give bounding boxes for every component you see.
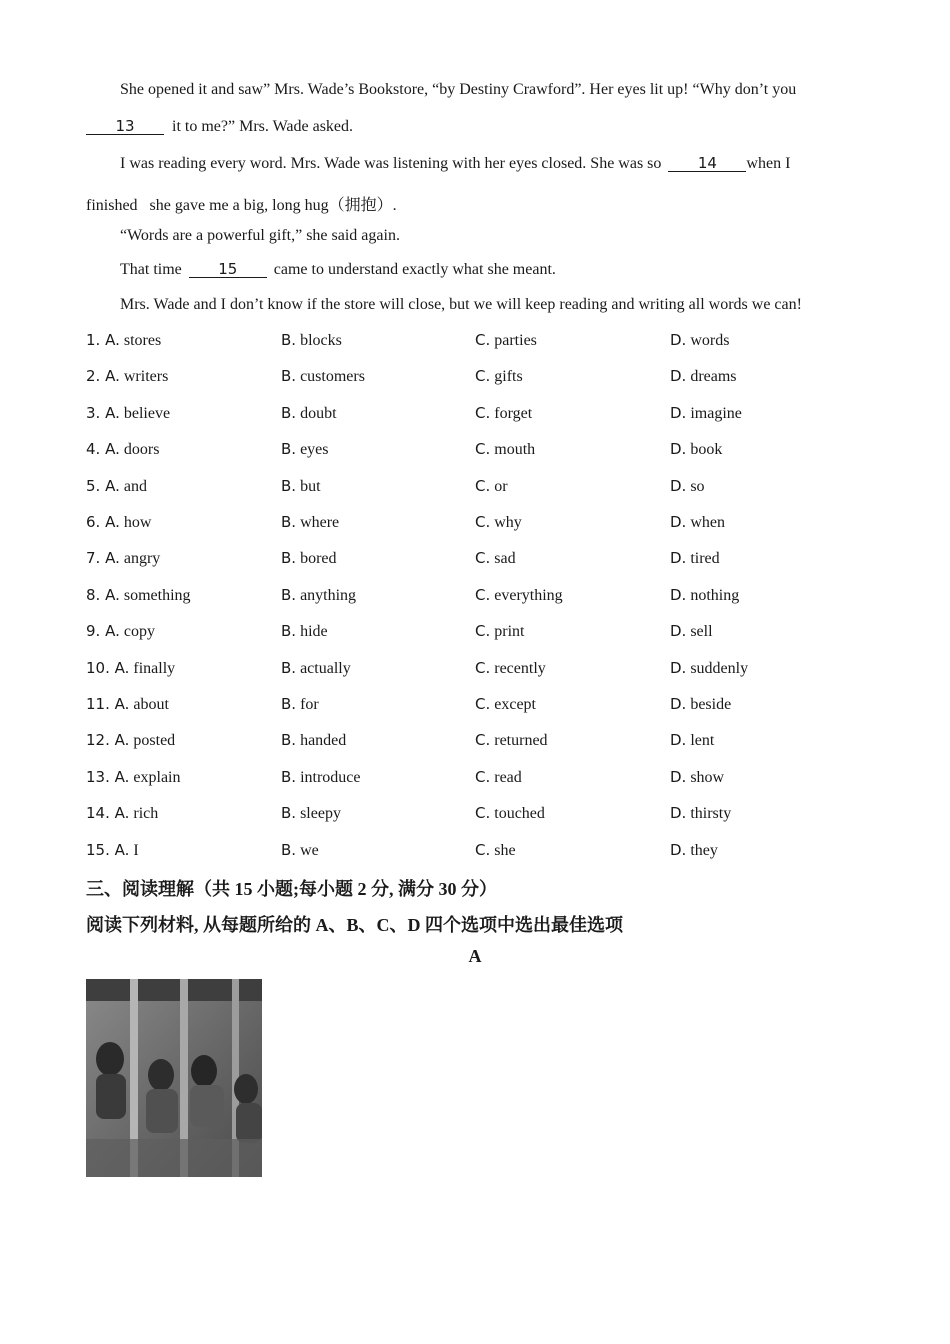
option-label: B.: [281, 331, 297, 349]
option-text: bored: [300, 550, 337, 568]
option-text: she: [494, 841, 516, 859]
option-label: D.: [670, 767, 687, 786]
option-text: or: [494, 477, 508, 495]
option-text: sell: [690, 623, 713, 641]
option-text: sad: [494, 550, 516, 568]
passage-text: finished she gave me a big, long hug（拥抱）.: [86, 197, 397, 214]
option-label: C.: [475, 513, 491, 531]
option-text: for: [300, 696, 319, 713]
option-text: forget: [494, 404, 533, 422]
passage-line-4: [86, 192, 397, 215]
option-text: parties: [494, 332, 537, 349]
option-label: D.: [670, 731, 687, 750]
option-d[interactable]: [670, 731, 714, 750]
option-d[interactable]: [670, 367, 737, 386]
passage-line-1: [120, 81, 796, 99]
passage-line-2: [86, 118, 353, 136]
option-c[interactable]: [475, 768, 522, 787]
passage-text: That time: [120, 261, 182, 278]
question-number: 2. A.: [86, 367, 120, 386]
option-c[interactable]: [475, 404, 532, 423]
question-row-9: [86, 622, 886, 644]
option-text: stores: [123, 332, 162, 349]
option-text: returned: [494, 732, 548, 750]
option-a[interactable]: [86, 622, 155, 641]
option-b[interactable]: [281, 331, 342, 350]
option-label: C.: [475, 367, 491, 386]
option-a[interactable]: [86, 659, 175, 678]
option-text: suddenly: [690, 659, 749, 677]
option-a[interactable]: [86, 586, 191, 605]
part-letter: A: [468, 946, 482, 966]
question-number: 10. A.: [86, 658, 130, 677]
option-label: B.: [281, 840, 297, 859]
option-label: C.: [475, 622, 491, 641]
option-c[interactable]: [475, 549, 516, 568]
option-label: D.: [670, 367, 687, 386]
option-a[interactable]: [86, 440, 159, 459]
question-row-6: [86, 513, 886, 535]
option-text: eyes: [300, 441, 329, 459]
blank-13: 13: [86, 118, 164, 135]
option-b[interactable]: [281, 549, 337, 568]
question-number: 3. A.: [86, 403, 120, 422]
option-label: B.: [281, 804, 297, 823]
option-d[interactable]: [670, 804, 731, 823]
option-c[interactable]: [475, 586, 563, 605]
question-row-3: [86, 404, 886, 426]
question-row-12: [86, 731, 886, 753]
option-a[interactable]: [86, 841, 139, 860]
option-label: C.: [475, 695, 491, 713]
question-number: 15. A.: [86, 840, 130, 859]
option-label: D.: [670, 403, 687, 422]
option-label: C.: [475, 731, 491, 750]
option-text: about: [133, 696, 169, 713]
option-b[interactable]: [281, 513, 339, 532]
question-row-15: [86, 841, 886, 863]
option-b[interactable]: [281, 768, 360, 787]
question-number: 8. A.: [86, 585, 120, 604]
option-text: rich: [133, 805, 159, 823]
option-b[interactable]: [281, 404, 337, 423]
passage-line-6: [120, 261, 556, 279]
option-label: B.: [281, 622, 297, 641]
question-row-10: [86, 659, 886, 681]
option-label: C.: [475, 403, 491, 422]
option-text: thirsty: [690, 805, 732, 823]
option-d[interactable]: [670, 768, 724, 787]
option-text: doors: [123, 441, 160, 459]
option-label: D.: [670, 585, 687, 604]
option-label: B.: [281, 731, 297, 750]
option-d[interactable]: [670, 549, 720, 568]
option-c[interactable]: [475, 440, 535, 459]
option-label: C.: [475, 440, 491, 459]
option-text: hide: [300, 623, 328, 641]
option-label: D.: [670, 658, 687, 677]
question-number: 13. A.: [86, 767, 130, 786]
option-label: B.: [281, 695, 297, 713]
option-text: print: [494, 623, 525, 641]
question-number: 7. A.: [86, 549, 120, 568]
option-b[interactable]: [281, 731, 346, 750]
question-row-8: [86, 586, 886, 608]
question-number: 11. A.: [86, 695, 130, 713]
question-number: 1. A.: [86, 331, 120, 349]
option-label: D.: [670, 440, 687, 459]
option-label: D.: [670, 476, 687, 495]
option-a[interactable]: [86, 477, 147, 496]
option-text: handed: [300, 732, 347, 750]
option-text: actually: [300, 659, 351, 677]
option-label: C.: [475, 331, 491, 349]
option-label: C.: [475, 658, 491, 677]
question-row-11: [86, 695, 886, 717]
option-c[interactable]: [475, 804, 545, 823]
option-text: explain: [133, 768, 181, 786]
option-text: and: [123, 477, 147, 495]
option-label: B.: [281, 658, 297, 677]
option-b[interactable]: [281, 841, 319, 860]
option-d[interactable]: [670, 695, 731, 714]
option-text: words: [690, 332, 730, 349]
option-label: C.: [475, 804, 491, 823]
option-label: D.: [670, 549, 687, 568]
option-text: we: [300, 841, 319, 859]
option-text: doubt: [300, 404, 337, 422]
option-text: blocks: [300, 332, 342, 349]
option-b[interactable]: [281, 440, 329, 459]
option-d[interactable]: [670, 477, 705, 496]
option-text: so: [690, 477, 705, 495]
option-label: B.: [281, 403, 297, 422]
option-label: D.: [670, 804, 687, 823]
passage-line-7: [120, 296, 802, 314]
option-label: D.: [670, 622, 687, 641]
option-text: when: [690, 514, 725, 531]
option-text: touched: [494, 805, 545, 823]
option-label: B.: [281, 440, 297, 459]
option-c[interactable]: [475, 622, 524, 641]
option-label: C.: [475, 767, 491, 786]
option-text: show: [690, 768, 725, 786]
option-text: introduce: [300, 768, 361, 786]
option-c[interactable]: [475, 841, 516, 860]
option-c[interactable]: [475, 513, 522, 532]
option-label: B.: [281, 767, 297, 786]
option-label: C.: [475, 549, 491, 568]
option-c[interactable]: [475, 731, 548, 750]
question-row-13: [86, 768, 886, 790]
blank-14: 14: [668, 155, 746, 172]
question-row-1: [86, 331, 886, 353]
option-text: finally: [133, 659, 176, 677]
option-text: book: [690, 441, 723, 459]
option-a[interactable]: [86, 804, 158, 823]
option-d[interactable]: [670, 659, 748, 678]
option-b[interactable]: [281, 659, 351, 678]
option-text: everything: [494, 586, 563, 604]
option-text: imagine: [690, 404, 742, 422]
option-a[interactable]: [86, 513, 151, 532]
passage-text: came to understand exactly what she meant.: [273, 261, 556, 278]
option-text: angry: [123, 550, 161, 568]
section-title: 三、阅读理解（共 15 小题;每小题 2 分, 满分 30 分）: [86, 879, 497, 899]
question-number: 6. A.: [86, 513, 120, 531]
option-d[interactable]: [670, 440, 722, 459]
option-label: C.: [475, 585, 491, 604]
option-text: dreams: [690, 368, 737, 386]
passage-text: “Words are a powerful gift,” she said again.: [120, 227, 400, 244]
option-a[interactable]: [86, 768, 180, 787]
option-text: they: [690, 841, 718, 859]
option-text: writers: [123, 368, 169, 386]
option-text: tired: [690, 550, 720, 568]
passage-text: it to me?” Mrs. Wade asked.: [172, 118, 354, 135]
option-text: something: [123, 586, 191, 604]
passage-text: Mrs. Wade and I don’t know if the store will close, but we will keep reading and writing all words we can!: [120, 296, 802, 313]
option-text: beside: [690, 696, 732, 713]
question-number: 4. A.: [86, 440, 120, 459]
option-label: D.: [670, 513, 687, 531]
question-number: 5. A.: [86, 476, 120, 495]
option-b[interactable]: [281, 622, 328, 641]
option-label: C.: [475, 840, 491, 859]
option-text: gifts: [494, 368, 523, 386]
photo-graphic: [86, 979, 262, 1177]
option-label: C.: [475, 476, 491, 495]
option-label: B.: [281, 585, 297, 604]
option-text: read: [494, 768, 522, 786]
option-d[interactable]: [670, 331, 729, 350]
option-a[interactable]: [86, 731, 175, 750]
option-text: believe: [123, 404, 171, 422]
section-instruction: 阅读下列材料, 从每题所给的 A、B、C、D 四个选项中选出最佳选项: [86, 915, 624, 935]
option-c[interactable]: [475, 331, 537, 350]
option-c[interactable]: [475, 367, 523, 386]
passage-text: I was reading every word. Mrs. Wade was listening with her eyes closed. She was so: [120, 155, 662, 172]
option-a[interactable]: [86, 695, 169, 714]
option-label: D.: [670, 840, 687, 859]
question-row-2: [86, 367, 886, 389]
option-a[interactable]: [86, 367, 168, 386]
option-text: mouth: [494, 441, 536, 459]
option-text: but: [300, 477, 321, 495]
question-row-14: [86, 804, 886, 826]
question-row-7: [86, 549, 886, 571]
reading-photo: [86, 979, 262, 1177]
option-text: nothing: [690, 586, 740, 604]
option-text: except: [494, 696, 536, 713]
option-text: recently: [494, 659, 546, 677]
option-text: where: [300, 514, 340, 531]
option-label: B.: [281, 367, 297, 386]
option-c[interactable]: [475, 659, 546, 678]
option-label: B.: [281, 476, 297, 495]
option-text: anything: [300, 586, 357, 604]
option-text: sleepy: [300, 805, 341, 823]
option-c[interactable]: [475, 477, 508, 496]
option-label: B.: [281, 513, 297, 531]
option-a[interactable]: [86, 549, 160, 568]
option-label: B.: [281, 549, 297, 568]
passage-line-3: [120, 155, 790, 173]
passage-line-5: [120, 227, 400, 245]
option-d[interactable]: [670, 513, 725, 532]
option-b[interactable]: [281, 804, 341, 823]
option-text: lent: [690, 732, 715, 750]
option-label: D.: [670, 331, 687, 349]
passage-text: She opened it and saw” Mrs. Wade’s Bookstore, “by Destiny Crawford”. Her eyes lit up! “Why don’t you: [120, 81, 797, 98]
question-number: 12. A.: [86, 731, 130, 750]
option-d[interactable]: [670, 404, 742, 423]
option-text: posted: [133, 732, 176, 750]
option-d[interactable]: [670, 586, 739, 605]
option-c[interactable]: [475, 695, 536, 714]
passage-text: when I: [746, 155, 791, 172]
option-d[interactable]: [670, 622, 713, 641]
option-text: how: [123, 514, 152, 531]
question-number: 14. A.: [86, 804, 130, 823]
option-b[interactable]: [281, 695, 319, 714]
option-b[interactable]: [281, 477, 321, 496]
question-number: 9. A.: [86, 622, 120, 641]
option-text: copy: [123, 623, 155, 641]
option-a[interactable]: [86, 331, 161, 350]
question-row-5: [86, 477, 886, 499]
option-b[interactable]: [281, 586, 356, 605]
option-d[interactable]: [670, 841, 718, 860]
question-row-4: [86, 440, 886, 462]
option-label: D.: [670, 695, 687, 713]
option-text: why: [494, 514, 522, 531]
option-b[interactable]: [281, 367, 365, 386]
option-a[interactable]: [86, 404, 170, 423]
option-text: customers: [300, 368, 365, 386]
blank-15: 15: [189, 261, 267, 278]
option-text: I: [133, 841, 139, 859]
